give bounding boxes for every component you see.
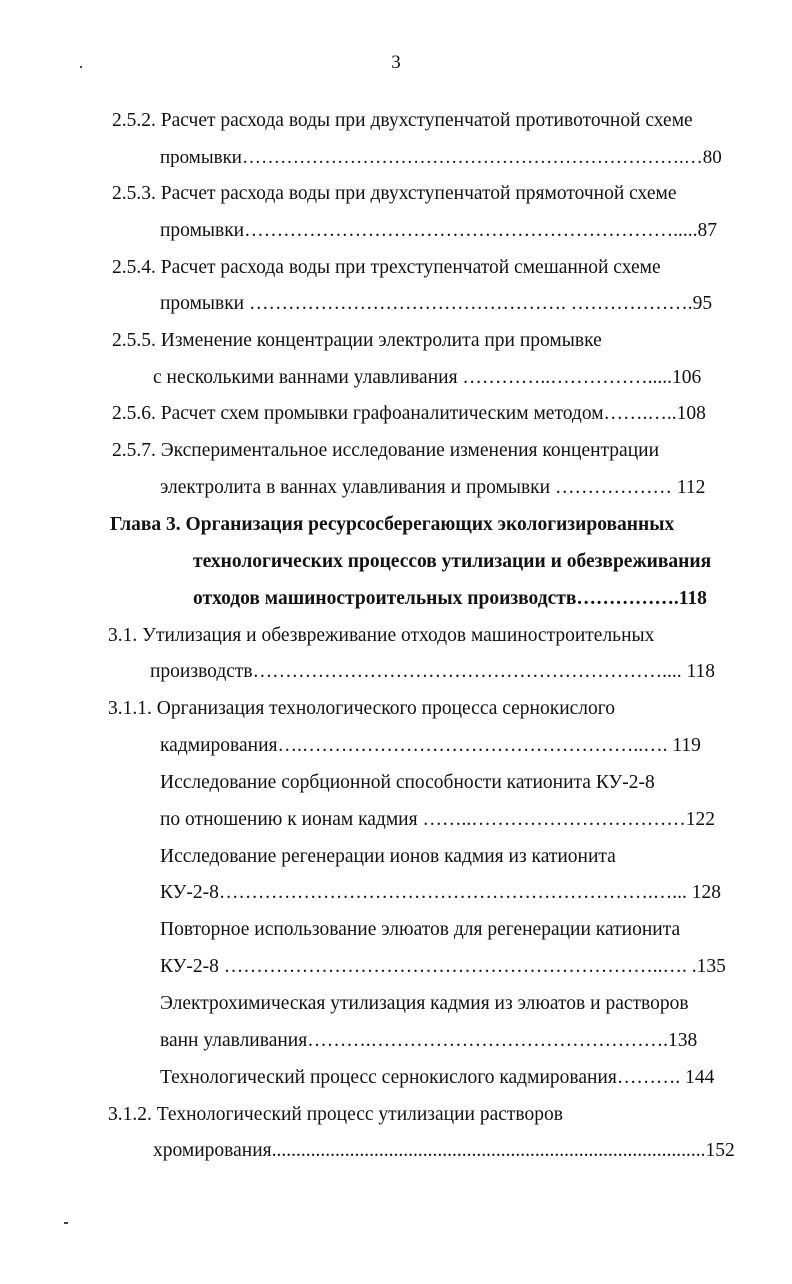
toc-line: 3.1. Утилизация и обезвреживание отходов машиностроительных	[108, 625, 655, 646]
toc-line: по отношению к ионам кадмия ……..……………………………122	[160, 809, 715, 830]
toc-chapter-line: технологических процессов утилизации и обезвреживания	[193, 551, 712, 572]
toc-line: Технологический процесс сернокислого кадмирования………. 144	[160, 1067, 715, 1088]
toc-line: 3.1.2. Технологический процесс утилизации растворов	[108, 1104, 563, 1125]
toc-chapter-line: отходов машиностроительных производств…………….118	[193, 588, 707, 609]
toc-line: Повторное использование элюатов для регенерации катионита	[160, 919, 681, 940]
toc-line: промывки…………………………………………………………….…80	[160, 147, 722, 168]
toc-line: Электрохимическая утилизация кадмия из элюатов и растворов	[160, 993, 689, 1014]
toc-line: 2.5.7. Экспериментальное исследование изменения концентрации	[112, 440, 660, 461]
toc-line: ванн улавливания……….……………………………………….138	[160, 1030, 698, 1051]
toc-line: КУ-2-8………………………………………………………….…... 128	[160, 882, 722, 903]
toc-line: 2.5.3. Расчет расхода воды при двухступенчатой прямоточной схеме	[112, 183, 677, 204]
page-number: 3	[391, 52, 401, 73]
toc-line: КУ-2-8 …………………………………………………………..…. .135	[160, 956, 726, 977]
toc-line: промывки………………………………………………………….....87	[160, 220, 717, 241]
toc-line: кадмирования….……………………………………………..…. 119	[160, 735, 701, 756]
toc-line: производств……………………………………………………….... 118	[150, 661, 716, 682]
toc-line: электролита в ваннах улавливания и промывки ……………… 112	[160, 477, 706, 498]
toc-line: 2.5.4. Расчет расхода воды при трехступенчатой смешанной схеме	[112, 257, 661, 278]
toc-line: 2.5.2. Расчет расхода воды при двухступенчатой противоточной схеме	[112, 110, 693, 131]
toc-line: 3.1.1. Организация технологического процесса сернокислого	[108, 698, 616, 719]
toc-line: Исследование регенерации ионов кадмия из катионита	[160, 846, 616, 867]
toc-line: 2.5.6. Расчет схем промывки графоаналитическим методом…….…..108	[112, 403, 706, 424]
toc-line: хромирования.........................................................................................152	[153, 1140, 735, 1161]
toc-line: с несколькими ваннами улавливания …………..…………….....106	[153, 367, 702, 388]
toc-line: 2.5.5. Изменение концентрации электролита при промывке	[112, 330, 602, 351]
scan-speck	[64, 1222, 68, 1224]
toc-chapter-line: Глава 3. Организация ресурсосберегающих экологизированных	[110, 514, 675, 535]
scan-speck	[80, 66, 82, 68]
toc-line: промывки …………………………………………. ……………….95	[160, 293, 713, 314]
toc-line: Исследование сорбционной способности катионита КУ-2-8	[160, 772, 655, 793]
